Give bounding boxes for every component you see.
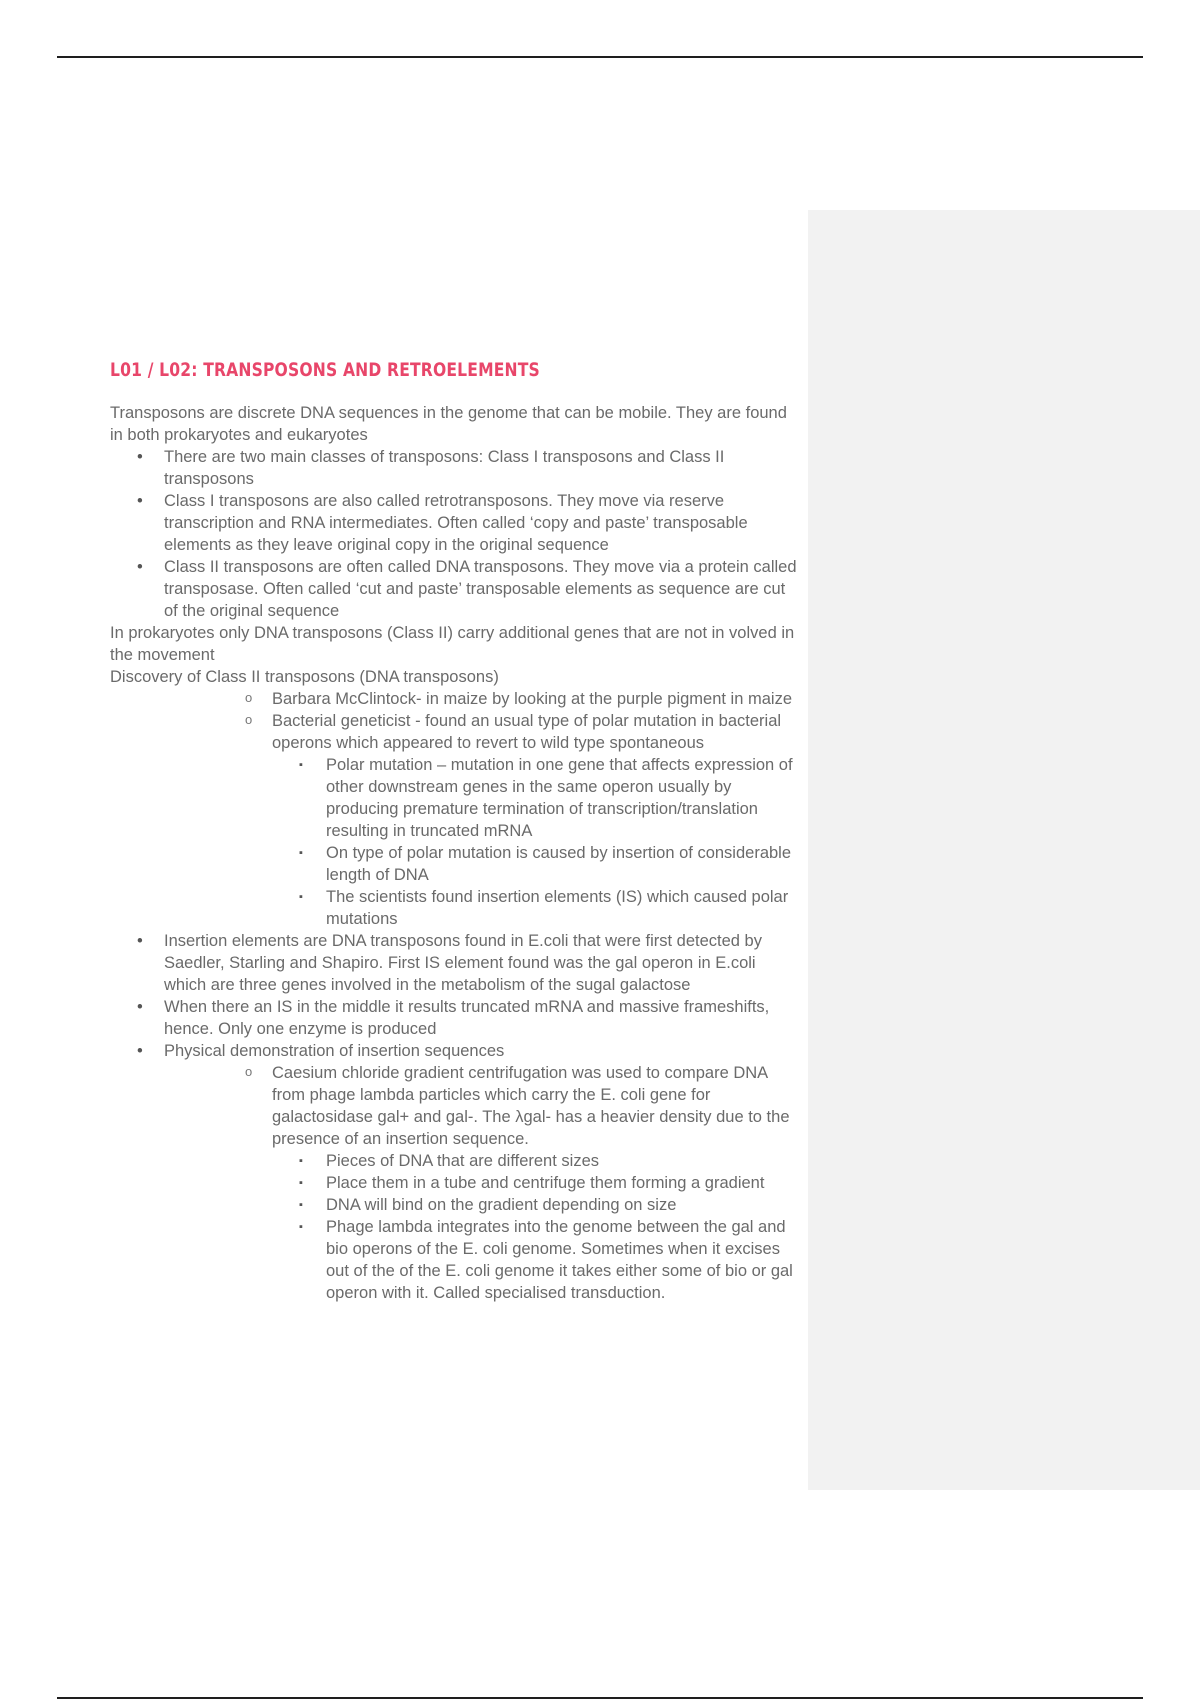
list-item: ▪ On type of polar mutation is caused by insertion of considerable length of DNA (272, 842, 800, 886)
centrifugation-steps-list (110, 1150, 800, 1304)
document-body (110, 356, 800, 1304)
discovery-paragraph: Discovery of Class II transposons (DNA transposons) (110, 668, 499, 686)
section-heading: L01 / L02: TRANSPOSONS AND RETROELEMENTS (110, 359, 540, 381)
list-item: o Bacterial geneticist - found an usual type of polar mutation in bacterial operons which appeared to revert to wild type spontaneous (218, 710, 800, 754)
comment-margin-panel (808, 210, 1200, 1490)
footer-rule (57, 1697, 1143, 1699)
list-item: • Physical demonstration of insertion sequences (110, 1040, 800, 1062)
list-item: • Class I transposons are also called retrotransposons. They move via reserve transcription and RNA intermediates. Often called ‘copy and paste’ transposable elements as they leave original copy in the original sequence (110, 490, 800, 556)
list-item: ▪ The scientists found insertion elements (IS) which caused polar mutations (272, 886, 800, 930)
discovery-sublist (110, 688, 800, 754)
insertion-elements-list (110, 930, 800, 1062)
list-item: ▪ Place them in a tube and centrifuge them forming a gradient (272, 1172, 800, 1194)
physical-demo-sublist (110, 1062, 800, 1150)
prokaryote-paragraph: In prokaryotes only DNA transposons (Class II) carry additional genes that are not in volved in the movement (110, 624, 795, 664)
list-item: ▪ Polar mutation – mutation in one gene that affects expression of other downstream genes in the same operon usually by producing premature termination of transcription/translation resulting in truncated mRNA (272, 754, 800, 842)
list-item: • When there an IS in the middle it results truncated mRNA and massive frameshifts, hence. Only one enzyme is produced (110, 996, 800, 1040)
list-item: • Insertion elements are DNA transposons found in E.coli that were first detected by Saedler, Starling and Shapiro. First IS element found was the gal operon in E.coli which are three genes involved in the metabolism of the sugal galactose (110, 930, 800, 996)
list-item: ▪ DNA will bind on the gradient depending on size (272, 1194, 800, 1216)
polar-mutation-list (110, 754, 800, 930)
list-item: • There are two main classes of transposons: Class I transposons and Class II transposons (110, 446, 800, 490)
list-item: o Barbara McClintock- in maize by looking at the purple pigment in maize (218, 688, 800, 710)
list-item: ▪ Pieces of DNA that are different sizes (272, 1150, 800, 1172)
list-item: ▪ Phage lambda integrates into the genome between the gal and bio operons of the E. coli genome. Sometimes when it excises out of the of the E. coli genome it takes either some of bio or gal operon with it. Called specialised transduction. (272, 1216, 800, 1304)
header-rule (57, 56, 1143, 58)
intro-paragraph: Transposons are discrete DNA sequences in the genome that can be mobile. They are found in both prokaryotes and eukaryotes (110, 404, 787, 444)
transposon-classes-list (110, 446, 800, 622)
list-item: o Caesium chloride gradient centrifugation was used to compare DNA from phage lambda particles which carry the E. coli gene for galactosidase gal+ and gal-. The λgal- has a heavier density due to the presence of an insertion sequence. (218, 1062, 800, 1150)
list-item: • Class II transposons are often called DNA transposons. They move via a protein called transposase. Often called ‘cut and paste’ transposable elements as sequence are cut of the original sequence (110, 556, 800, 622)
